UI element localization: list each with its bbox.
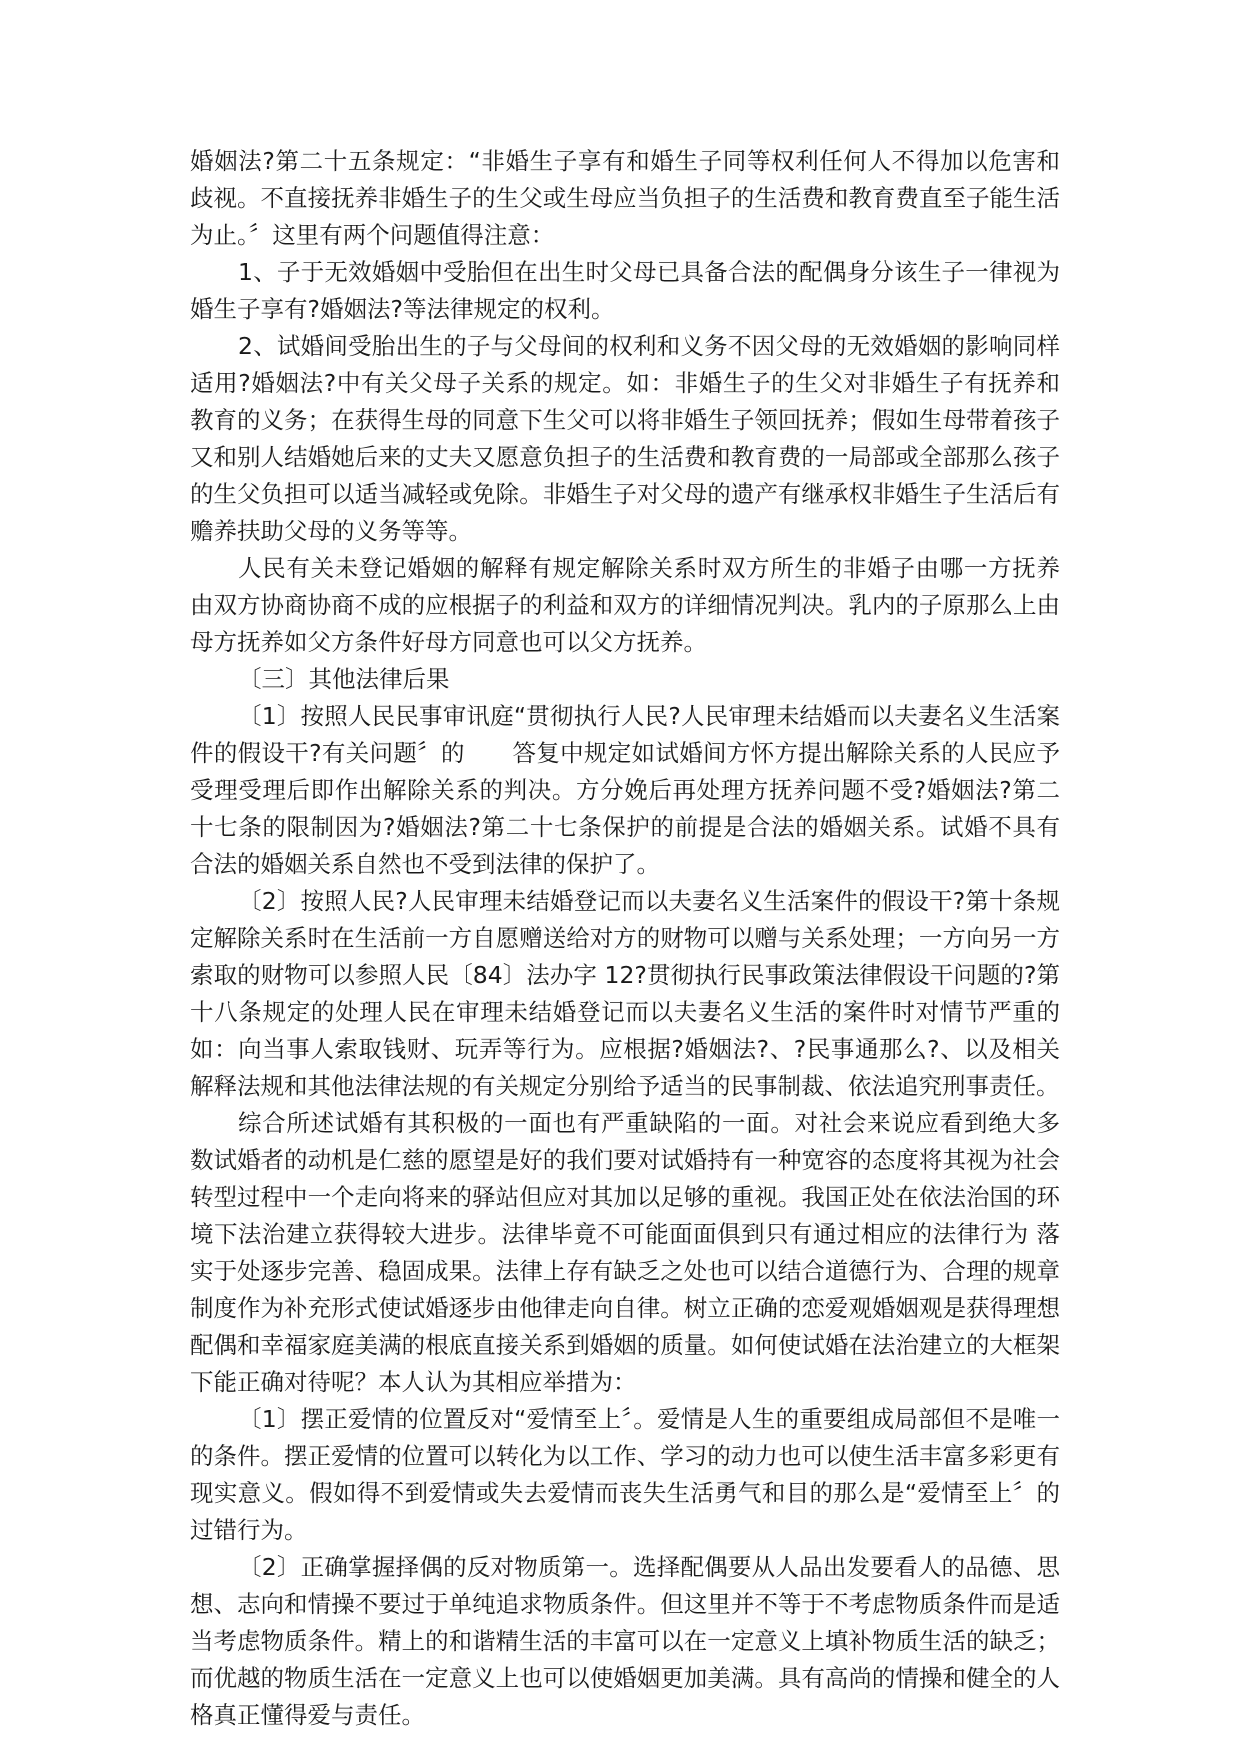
- section-heading-other-legal-consequences: 〔三〕其他法律后果: [238, 665, 450, 693]
- paragraph-10: 〔2〕正确掌握择偶的反对物质第一。选择配偶要从人品出发要看人的品德、思想、志向和情操不要过于单纯追求物质条件。但这里并不等于不考虑物质条件而是适当考虑物质条件。精上的和谐精生活的丰富可以在一定意义上填补物质生活的缺乏；而优越的物质生活在一定意义上也可以使婚姻更加美满。具有高尚的情操和健全的人格真正懂得爱与责任。: [190, 1553, 1060, 1729]
- paragraph-7: 〔2〕按照人民?人民审理未结婚登记而以夫妻名义生活案件的假设干?第十条规定解除关系时在生活前一方自愿赠送给对方的财物可以赠与关系处理；一方向另一方索取的财物可以参照人民〔84〕法办字 12?贯彻执行民事政策法律假设干问题的?第十八条规定的处理人民在审理未结婚登记而以夫妻名义生活的案件时对情节严重的如：向当事人索取钱财、玩弄等行为。应根据?婚姻法?、?民事通那么?、以及相关解释法规和其他法律法规的有关规定分别给予适当的民事制裁、依法追究刑事责任。: [190, 887, 1060, 1100]
- paragraph-6: 〔1〕按照人民民事审讯庭“贯彻执行人民?人民审理未结婚而以夫妻名义生活案件的假设干?有关问题〞的 答复中规定如试婚间方怀方提出解除关系的人民应予受理受理后即作出解除关系的判决。方分娩后再处理方抚养问题不受?婚姻法?第二十七条的限制因为?婚姻法?第二十七条保护的前提是合法的婚姻关系。试婚不具有合法的婚姻关系自然也不受到法律的保护了。: [190, 702, 1060, 878]
- paragraph-9: 〔1〕摆正爱情的位置反对“爱情至上〞。爱情是人生的重要组成局部但不是唯一的条件。摆正爱情的位置可以转化为以工作、学习的动力也可以使生活丰富多彩更有现实意义。假如得不到爱情或失去爱情而丧失生活勇气和目的那么是“爱情至上〞的过错行为。: [190, 1405, 1060, 1544]
- paragraph-1: 婚姻法?第二十五条规定：“非婚生子享有和婚生子同等权利任何人不得加以危害和歧视。不直接抚养非婚生子的生父或生母应当负担子的生活费和教育费直至子能生活为止。〞这里有两个问题值得注意：: [190, 147, 1060, 249]
- document-body: [190, 143, 1060, 1734]
- paragraph-8: 综合所述试婚有其积极的一面也有严重缺陷的一面。对社会来说应看到绝大多数试婚者的动机是仁慈的愿望是好的我们要对试婚持有一种宽容的态度将其视为社会转型过程中一个走向将来的驿站但应对其加以足够的重视。我国正处在依法治国的环境下法治建立获得较大进步。法律毕竟不可能面面俱到只有通过相应的法律行为 落实于处逐步完善、稳固成果。法律上存有缺乏之处也可以结合道德行为、合理的规章制度作为补充形式使试婚逐步由他律走向自律。树立正确的恋爱观婚姻观是获得理想配偶和幸福家庭美满的根底直接关系到婚姻的质量。如何使试婚在法治建立的大框架下能正确对待呢？本人认为其相应举措为：: [190, 1109, 1060, 1396]
- paragraph-2: 1、子于无效婚姻中受胎但在出生时父母已具备合法的配偶身分该生子一律视为婚生子享有?婚姻法?等法律规定的权利。: [190, 258, 1060, 323]
- paragraph-3: 2、试婚间受胎出生的子与父母间的权利和义务不因父母的无效婚姻的影响同样适用?婚姻法?中有关父母子关系的规定。如：非婚生子的生父对非婚生子有抚养和教育的义务；在获得生母的同意下生父可以将非婚生子领回抚养；假如生母带着孩子又和别人结婚她后来的丈夫又愿意负担子的生活费和教育费的一局部或全部那么孩子的生父负担可以适当减轻或免除。非婚生子对父母的遗产有继承权非婚生子生活后有赡养扶助父母的义务等等。: [190, 332, 1060, 545]
- paragraph-4: 人民有关未登记婚姻的解释有规定解除关系时双方所生的非婚子由哪一方抚养由双方协商协商不成的应根据子的利益和双方的详细情况判决。乳内的子原那么上由母方抚养如父方条件好母方同意也可以父方抚养。: [190, 554, 1060, 656]
